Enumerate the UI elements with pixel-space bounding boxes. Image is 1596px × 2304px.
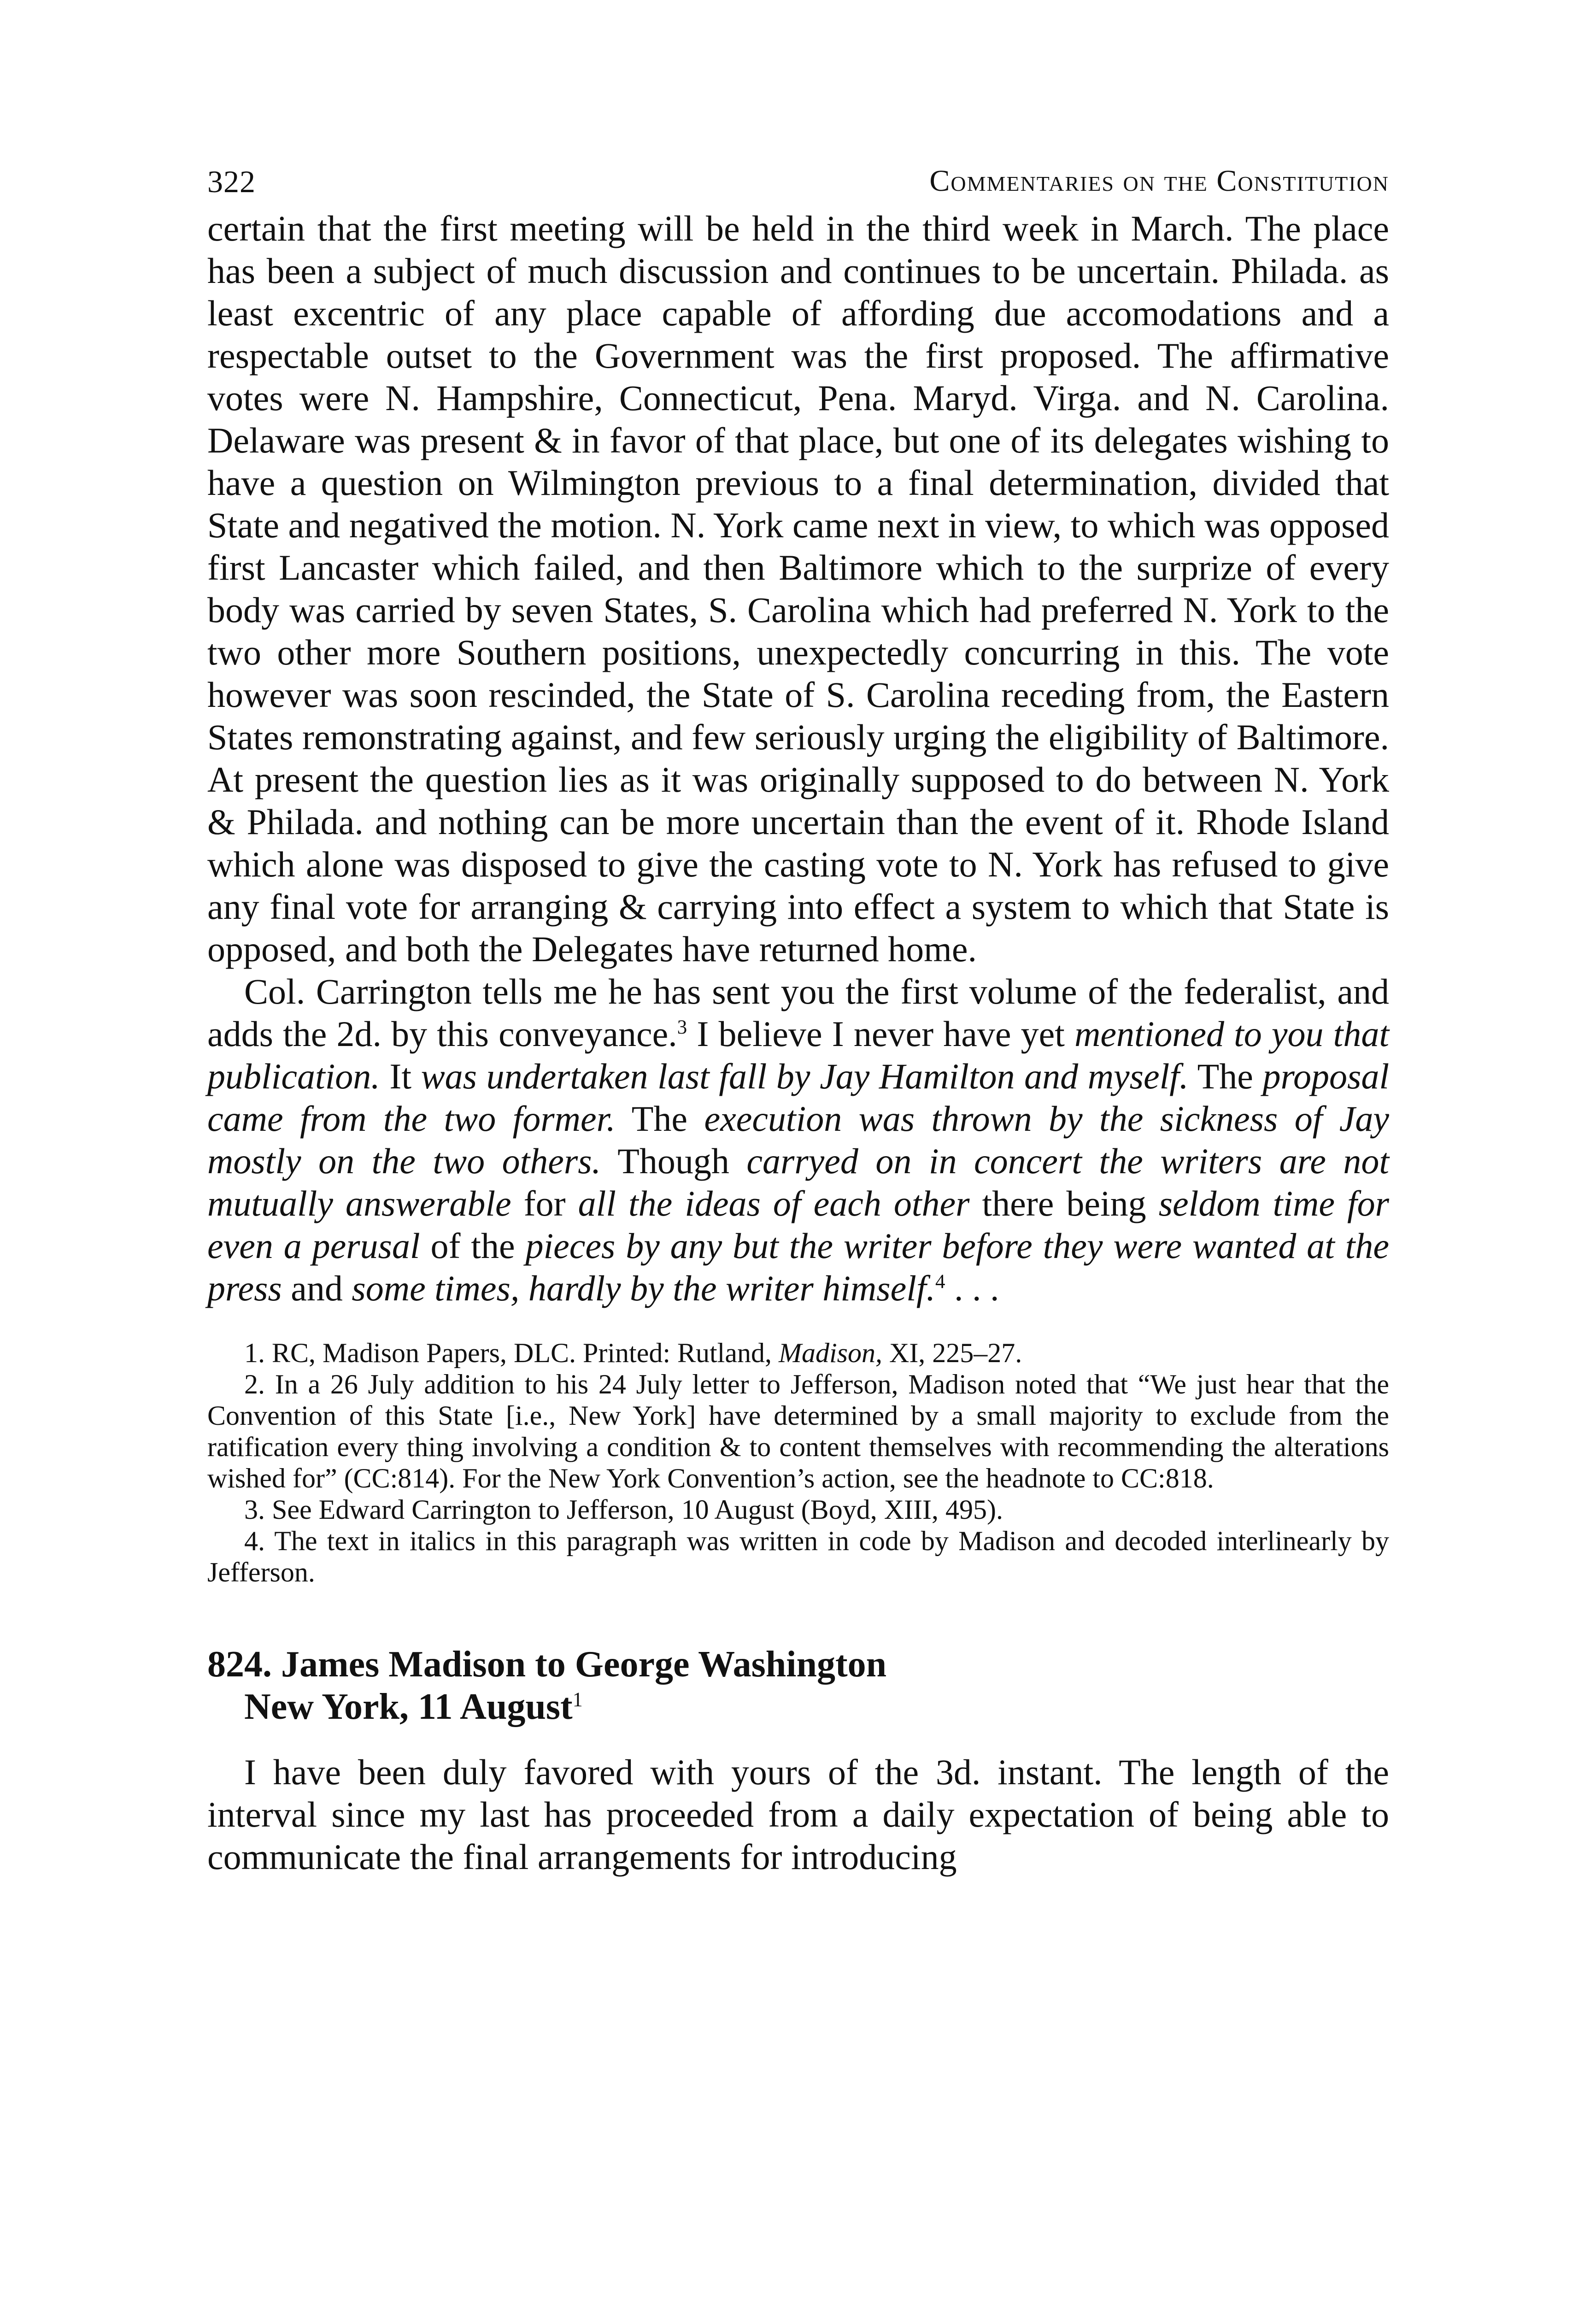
coded-text: pieces by any but the writer before they were wanted at the press — [207, 1226, 1389, 1308]
paragraph — [207, 970, 1389, 1310]
text-run: Madison, — [778, 1338, 882, 1368]
coded-text: mentioned to you that publication. — [207, 1014, 1390, 1096]
text-run: there being — [969, 1183, 1159, 1223]
section-heading — [207, 1643, 1389, 1728]
footnote-ref: 4 — [935, 1271, 945, 1293]
text-run: Col. Carrington tells me he has sent you the first volume of the federalist, and adds the 2d. by this conveyance. — [207, 971, 1389, 1054]
text-run: The — [1188, 1056, 1263, 1096]
text-run: of the — [420, 1226, 526, 1266]
letter-body — [207, 1751, 1389, 1878]
section-dateline — [207, 1686, 1389, 1728]
text-run: The — [615, 1099, 704, 1139]
footnote: 3. See Edward Carrington to Jefferson, 10 August (Boyd, XIII, 495). — [244, 1494, 1003, 1525]
document-page — [207, 152, 1389, 1878]
text-run: I believe I never have yet — [687, 1014, 1075, 1054]
running-header — [207, 152, 1389, 207]
coded-text: carryed on in concert the writers are not mutually answerable — [207, 1141, 1390, 1223]
footnotes — [207, 1337, 1389, 1588]
text-run: for — [511, 1183, 578, 1223]
paragraph: certain that the first meeting will be held in the third week in March. The place has been a subject of much discussion and continues to be uncertain. Philada. as least excentric of any place capable of affording due accomodations and a respectable outset to the Government was the first proposed. The affirmative votes were N. Hampshire, Connecticut, Pena. Maryd. Virga. and N. Carolina. Delaware was present & in favor of that place, but one of its delegates wishing to have a question on Wilmington previous to a final determination, divided that State and negatived the motion. N. York came next in view, to which was opposed first Lancaster which failed, and then Baltimore which to the surprize of every body was carried by seven States, S. Carolina which had preferred N. York to the two other more Southern positions, unexpectedly concurring in this. The vote however was soon rescinded, the State of S. Carolina receding from, the Eastern States remonstrating against, and few seriously urging the eligibility of Baltimore. At present the question lies as it was originally supposed to do between N. York & Philada. and nothing can be more uncertain than the event of it. Rhode Island which alone was disposed to give the casting vote to N. York has refused to give any final vote for arranging & carrying into effect a system to which that State is opposed, and both the Delegates have returned home. — [207, 208, 1389, 969]
footnote — [207, 1337, 1389, 1369]
main-text — [207, 207, 1389, 1310]
text-run: Though — [601, 1141, 747, 1181]
text-run: It — [380, 1056, 421, 1096]
coded-text: all the ideas of each other — [578, 1183, 970, 1223]
text-run: . . . — [945, 1268, 999, 1308]
running-title: Commentaries on the Constitution — [929, 164, 1389, 198]
coded-text: execution was thrown by the sickness of Jay mostly on the two others. — [207, 1099, 1390, 1181]
page-number: 322 — [207, 164, 256, 199]
text-run: 1. RC, Madison Papers, DLC. Printed: Rutland, — [244, 1338, 779, 1368]
coded-text: seldom time for even a perusal — [207, 1183, 1389, 1266]
footnote: 2. In a 26 July addition to his 24 July letter to Jefferson, Madison noted that “We just hear that the Convention of this State [i.e., New York] have determined by a small majority to exclude from the ratification every thing involving a condition & to content themselves with recommending the alterations wished for” (CC:814). For the New York Convention’s action, see the headnote to CC:818. — [207, 1369, 1389, 1493]
coded-text: was undertaken last fall by Jay Hamilton and myself. — [421, 1056, 1189, 1096]
text-run: XI, 225–27. — [882, 1338, 1022, 1368]
coded-text: proposal came from the two former. — [207, 1056, 1389, 1139]
footnote-ref: 1 — [572, 1688, 583, 1711]
footnote: 4. The text in italics in this paragraph was written in code by Madison and decoded interlinearly by Jefferson. — [207, 1526, 1389, 1587]
text-run: and — [282, 1268, 352, 1308]
section-title: 824. James Madison to George Washington — [207, 1644, 887, 1685]
footnote-ref: 3 — [677, 1017, 687, 1038]
dateline-text: New York, 11 August — [244, 1687, 573, 1727]
coded-text: some times, hardly by the writer himself. — [352, 1268, 936, 1308]
paragraph: I have been duly favored with yours of the 3d. instant. The length of the interval since my last has proceeded from a daily expectation of being able to communicate the final arrangements for introducing — [207, 1752, 1389, 1877]
